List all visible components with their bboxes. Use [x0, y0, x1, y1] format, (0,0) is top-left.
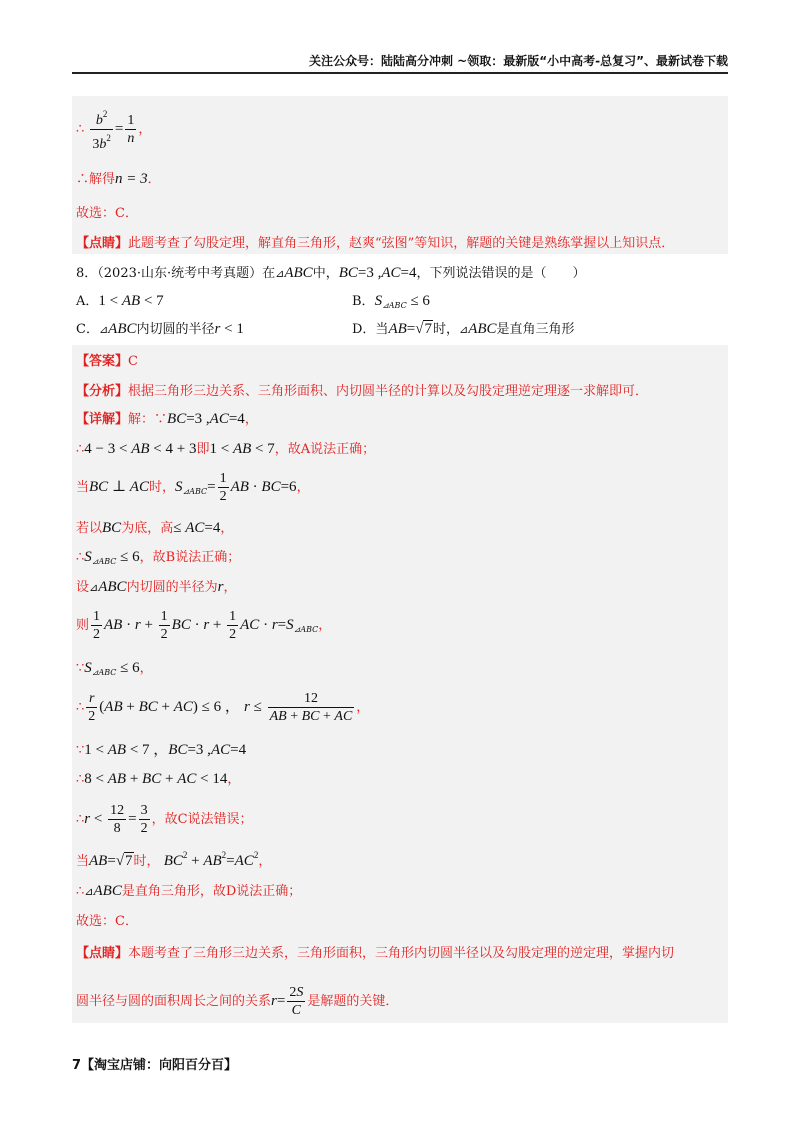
header-rule: [72, 72, 728, 74]
prev-line-1: ∴ $\frac{b^2}{3b^2}$ = $\frac{1}{n}$ ，: [76, 106, 151, 153]
detail-line-2: ∴4 − 3 < AB < 4 + 3即1 < AB < 7，故A说法正确；: [76, 441, 376, 457]
option-d: D．当AB=√7时，⊿ABC是直角三角形: [352, 321, 575, 337]
option-c: C．⊿ABC内切圆的半径r < 1: [76, 321, 244, 337]
prev-solution-block: [72, 96, 728, 254]
page-footer: [72, 1054, 237, 1073]
question-8: 8．（2023·山东·统考中考真题）在⊿ABC中，BC=3 ,AC=4，下列说法错误的是（ ）: [76, 265, 586, 281]
page-number: 7: [72, 1058, 82, 1073]
detail-line-4: 若以BC为底，高≤ AC=4，: [76, 520, 234, 536]
detail-line-5: $\therefore S_{⊿ABC} \le 6$，故B说法正确；: [76, 549, 241, 566]
detail-line-8: $\because S_{⊿ABC} \le 6$，: [76, 660, 153, 677]
detail-line-13: 当AB=√7时， $BC^2 + AB^2=AC^2$，: [76, 850, 272, 869]
detail-line-14: ∴⊿ABC是直角三角形，故D说法正确；: [76, 883, 302, 899]
prev-choose: 故选：C．: [76, 206, 138, 221]
detail-line-7: 则 $\frac{1}{2}$ AB · r + $\frac{1}{2}$ BC · r + $\frac{1}{2}$ AC · $r=S_{⊿ABC}$，: [76, 609, 332, 642]
detail-line-3: 当BC ⊥ AC时，$S_{⊿ABC}=$ $\frac{1}{2}$ AB · BC=6，: [76, 471, 310, 504]
option-a: A．1 < AB < 7: [76, 293, 164, 309]
option-b: B．$S_{⊿ABC} \le 6$: [352, 293, 430, 310]
prev-comment: 【点睛】此题考查了勾股定理，解直角三角形，赵爽“弦图”等知识，解题的关键是熟练掌握以上知识点．: [76, 236, 675, 251]
detail-line-11: ∴8 < AB + BC + AC < 14，: [76, 771, 241, 787]
prev-line-solve: ∴解得n = 3．: [76, 171, 161, 187]
detail-line-6: 设⊿ABC内切圆的半径为r，: [76, 579, 237, 595]
detail-line-10: ∵1 < AB < 7 ，BC=3 ,AC=4: [76, 742, 247, 758]
shop-label: 【淘宝店铺：向阳百分百】: [81, 1058, 238, 1073]
detail-line-9: ∴ $\frac{r}{2}$ (AB + BC + AC) ≤ 6 ， r ≤ $\frac{12}{AB + BC + AC}$ ，: [76, 691, 370, 724]
detail-choose: 故选：C．: [76, 914, 138, 929]
comment2-line-1: 【点睛】本题考查了三角形三边关系，三角形面积，三角形内切圆半径以及勾股定理的逆定理，掌握内切: [76, 946, 675, 961]
comment2-line-2: 圆半径与圆的面积周长之间的关系r= $\frac{2S}{C}$ 是解题的关键．: [76, 985, 399, 1018]
analysis: 【分析】根据三角形三边关系、三角形面积、内切圆半径的计算以及勾股定理逆定理逐一求解即可．: [76, 384, 649, 399]
detail-line-1: 【详解】解：∵BC=3 ,AC=4，: [76, 411, 258, 427]
page-header: 关注公众号：陆陆高分冲刺 ~领取：最新版“小中高考-总复习”、最新试卷下载: [309, 54, 728, 68]
detail-line-12: ∴r < $\frac{12}{8}$ = $\frac{3}{2}$ ，故C说法错误；: [76, 803, 253, 836]
answer: 【答案】C: [76, 354, 138, 369]
